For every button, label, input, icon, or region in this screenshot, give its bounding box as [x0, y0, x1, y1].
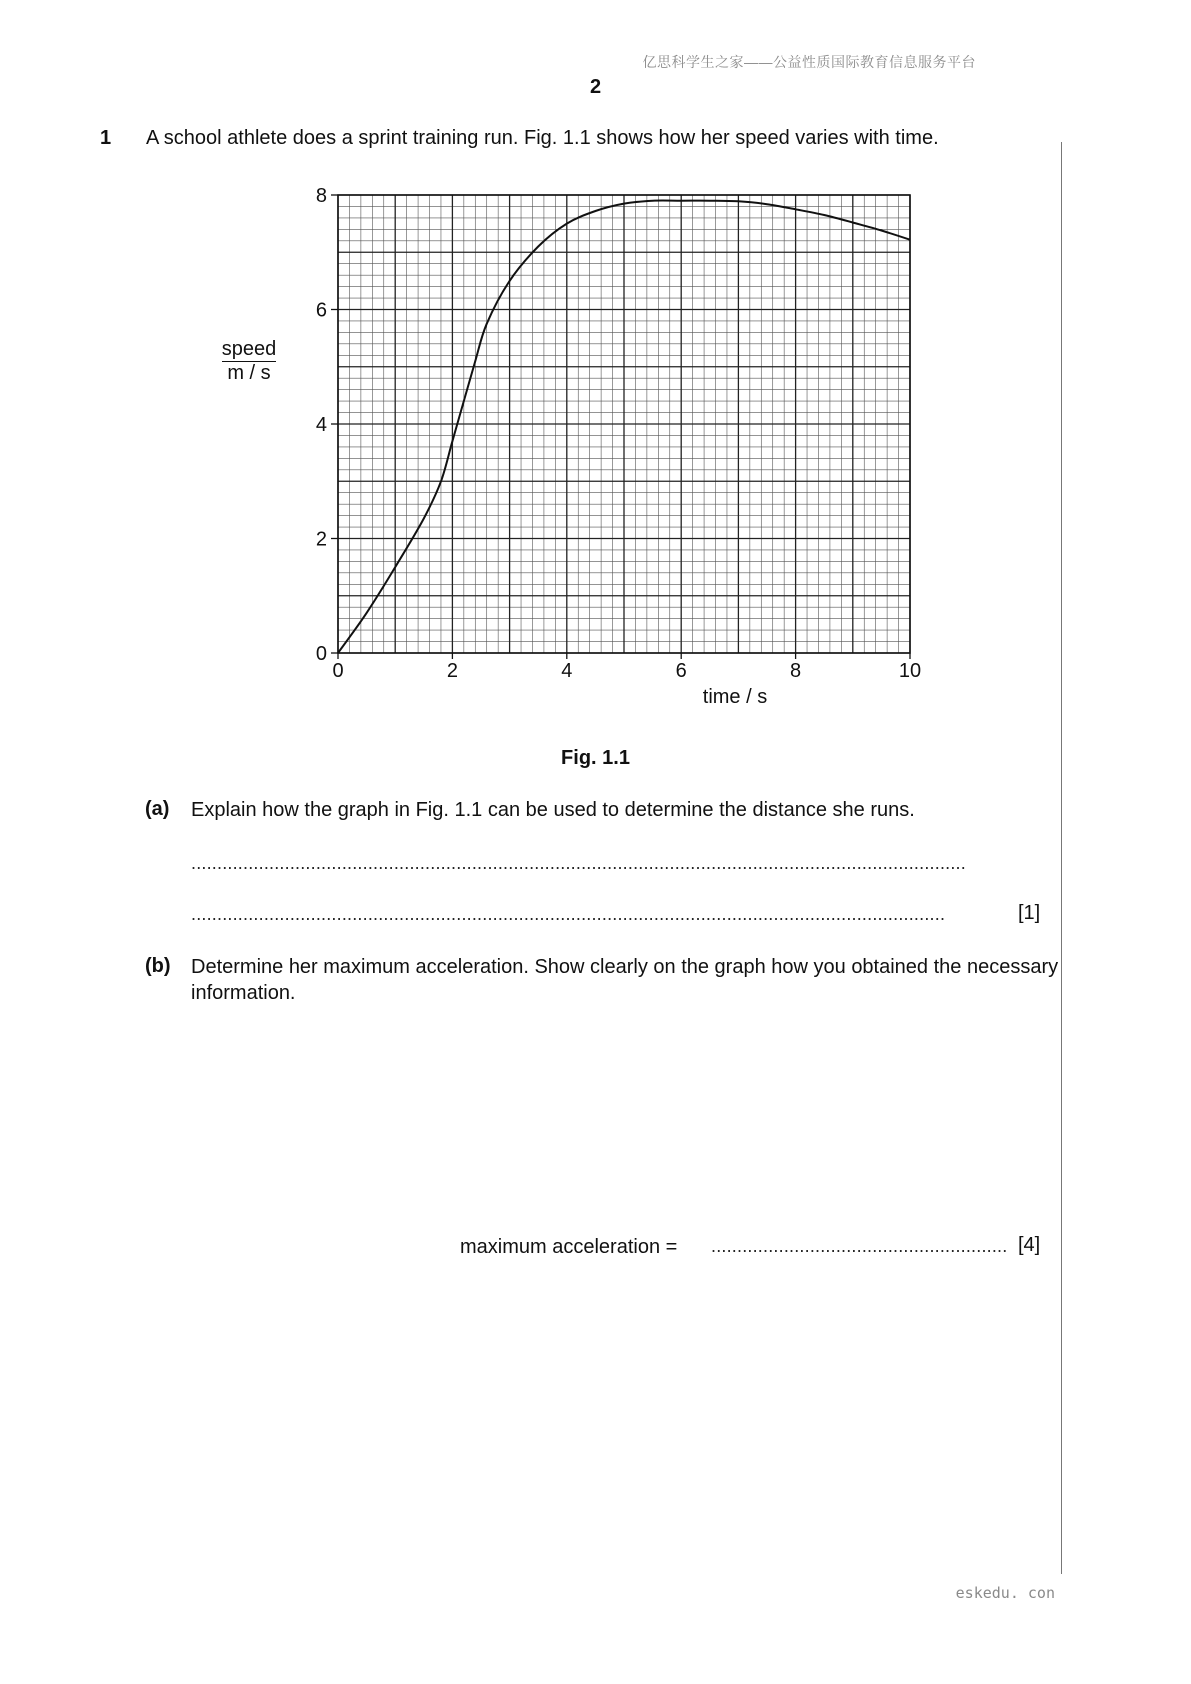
- x-tick-label: 4: [561, 660, 573, 682]
- page-number: 2: [589, 76, 602, 98]
- question-number: 1: [100, 127, 112, 149]
- x-axis-label: time / s: [702, 686, 768, 708]
- max-acceleration-label: maximum acceleration =: [460, 1236, 678, 1258]
- x-tick-label: 6: [675, 660, 687, 682]
- part-a-label: (a): [145, 798, 170, 820]
- x-tick-label: 8: [790, 660, 802, 682]
- speed-time-graph: [0, 0, 1191, 720]
- max-acceleration-answer-line[interactable]: .........................................................: [711, 1236, 1008, 1256]
- y-tick-label: 2: [315, 528, 327, 551]
- x-tick-label: 0: [332, 660, 344, 682]
- y-tick-label: 6: [315, 299, 327, 322]
- x-tick-label: 10: [898, 660, 922, 682]
- x-tick-label: 2: [446, 660, 458, 682]
- part-a-answer-line-2[interactable]: .................................................................................................................................................: [191, 904, 946, 924]
- question-text: A school athlete does a sprint training run. Fig. 1.1 shows how her speed varies with time.: [146, 127, 939, 149]
- part-a-text: Explain how the graph in Fig. 1.1 can be used to determine the distance she runs.: [191, 799, 915, 821]
- part-a-answer-line-1[interactable]: .....................................................................................................................................................: [191, 853, 966, 873]
- figure-caption: Fig. 1.1: [561, 747, 630, 769]
- y-axis-label-unit: m / s: [227, 362, 271, 384]
- part-a-mark: [1]: [1018, 902, 1041, 924]
- y-axis-label-quantity: speed: [221, 338, 277, 360]
- footer-text: eskedu. con: [955, 1584, 1055, 1602]
- y-tick-label: 0: [315, 643, 327, 665]
- part-b-mark: [4]: [1018, 1234, 1041, 1256]
- part-b-label: (b): [145, 955, 171, 977]
- y-tick-label: 8: [315, 185, 327, 207]
- part-b-text: Determine her maximum acceleration. Show clearly on the graph how you obtained the necessary information.: [191, 956, 1059, 1004]
- y-tick-label: 4: [315, 414, 327, 436]
- header-site-name: 亿思科学生之家——公益性质国际教育信息服务平台: [642, 54, 976, 70]
